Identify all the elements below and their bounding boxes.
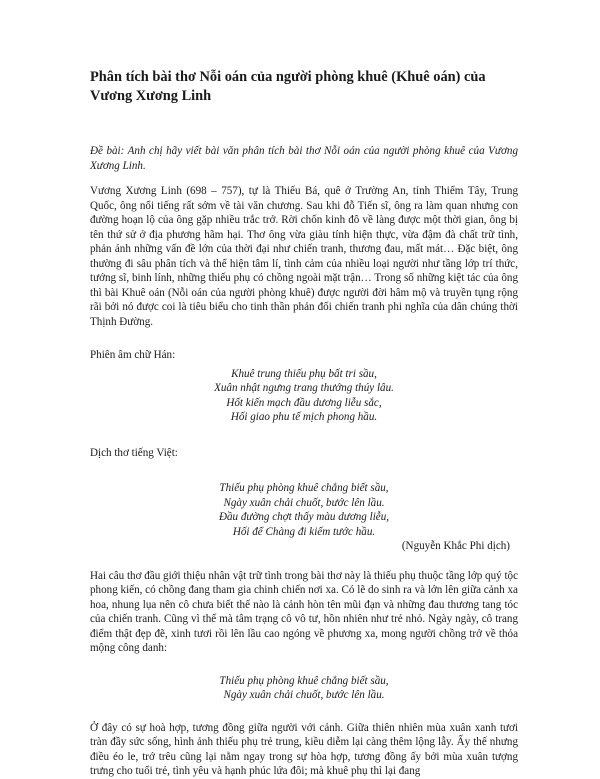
document-body — [90, 68, 518, 779]
page-title: Phân tích bài thơ Nỗi oán của người phòng khuê (Khuê oán) của Vương Xương Linh — [90, 69, 486, 104]
viet-label: Dịch thơ tiếng Việt: — [90, 446, 178, 459]
poem-line: Ngày xuân chải chuốt, bước lên lầu. — [223, 689, 385, 701]
quoted-poem — [90, 674, 518, 703]
essay-prompt: Đề bài: Anh chị hãy viết bài văn phân tích bài thơ Nỗi oán của người phòng khuê của Vương Xương Linh. — [90, 145, 518, 172]
body-paragraph: Ở đây có sự hoà hợp, tương đồng giữa người với cảnh. Giữa thiên nhiên mùa xuân xanh tươi tràn đầy sức sống, hình ảnh thiếu phụ trẻ trung, kiều diễm lại càng thêm lộng lẫy. Ấy thế nhưng điều éo le, trớ trêu cũng lại nằm ngay trong sự hòa hợp, tương đồng ấy bởi mùa xuân tượng trưng cho tuổi trẻ, tình yêu và hạnh phúc lứa đôi; mà khuê phụ thì lại đang — [90, 721, 518, 777]
translator-credit: (Nguyễn Khắc Phi dịch) — [401, 540, 510, 552]
intro-paragraph: Vương Xương Linh (698 – 757), tự là Thiếu Bá, quê ở Trường An, tỉnh Thiểm Tây, Trung Quốc, ông nổi tiếng rất sớm về tài văn chương. Sau khi đỗ Tiến sĩ, ông ra làm quan nhưng con đường hoạn lộ của ông gặp nhiều trắc trở. Rời chốn kinh đô về làng được một thời gian, ông bị tên thứ sử ở địa phương hãm hại. Thơ ông vừa giàu tính hiện thực, vừa đậm đà chất trữ tình, phản ánh những vấn đề lớn của thời đại như chiến tranh, thương đau, mất mát… Đặc biệt, ông thường đi sâu phân tích và thể hiện tâm lí, tình cảm của nhiều loại người như tầng lớp trí thức, tướng sĩ, binh lính, những thiếu phụ có chồng ngoài mặt trận… Trong số những kiệt tác của ông thì bài Khuê oán (Nỗi oán của người phòng khuê) được người đời hâm mộ và truyền tụng rộng rãi bởi nó được coi là tiêu biểu cho tinh thần phản đối chiến tranh phi nghĩa của dân chúng thời Thịnh Đường. — [90, 185, 518, 328]
poem-line: Ngày xuân chải chuốt, bước lên lầu. — [223, 496, 385, 509]
poem-line: Hối giao phu tế mịch phong hầu. — [230, 411, 378, 423]
body-paragraph: Hai câu thơ đầu giới thiệu nhân vật trữ tình trong bài thơ này là thiếu phụ thuộc tầng lớp quý tộc phong kiến, có chồng đang tham gia chinh chiến nơi xa. Có lẽ do sinh ra và lớn lên giữa cảnh xa hoa, nhung lụa nên cô chưa biết thế nào là cảnh hòn tên mũi đạn và những đau thương tang tóc của chiến tranh. Cũng vì thế mà tâm trạng cô vô tư, hồn nhiên như trẻ nhỏ. Ngày ngày, cô trang điểm thật đẹp đẽ, xinh tươi rồi lên lầu cao ngóng về phương xa, mong người chồng trở về thỏa mộng công danh: — [90, 569, 518, 654]
poem-line: Thiếu phụ phòng khuê chẳng biết sầu, — [219, 674, 389, 687]
poem-line: Hốt kiến mạch đầu dương liễu sắc, — [226, 396, 382, 409]
han-label: Phiên âm chữ Hán: — [90, 349, 176, 361]
poem-line: Đầu đường chợt thấy màu dương liễu, — [218, 511, 390, 523]
viet-poem — [90, 481, 518, 539]
poem-line: Khuê trung thiếu phụ bất tri sầu, — [231, 367, 377, 380]
poem-line: Hối để Chàng đi kiếm tước hầu. — [232, 525, 376, 538]
han-poem — [90, 367, 518, 425]
poem-line: Thiếu phụ phòng khuê chẳng biết sầu, — [219, 482, 389, 494]
poem-line: Xuân nhật ngưng trang thướng thúy lâu. — [214, 382, 394, 394]
